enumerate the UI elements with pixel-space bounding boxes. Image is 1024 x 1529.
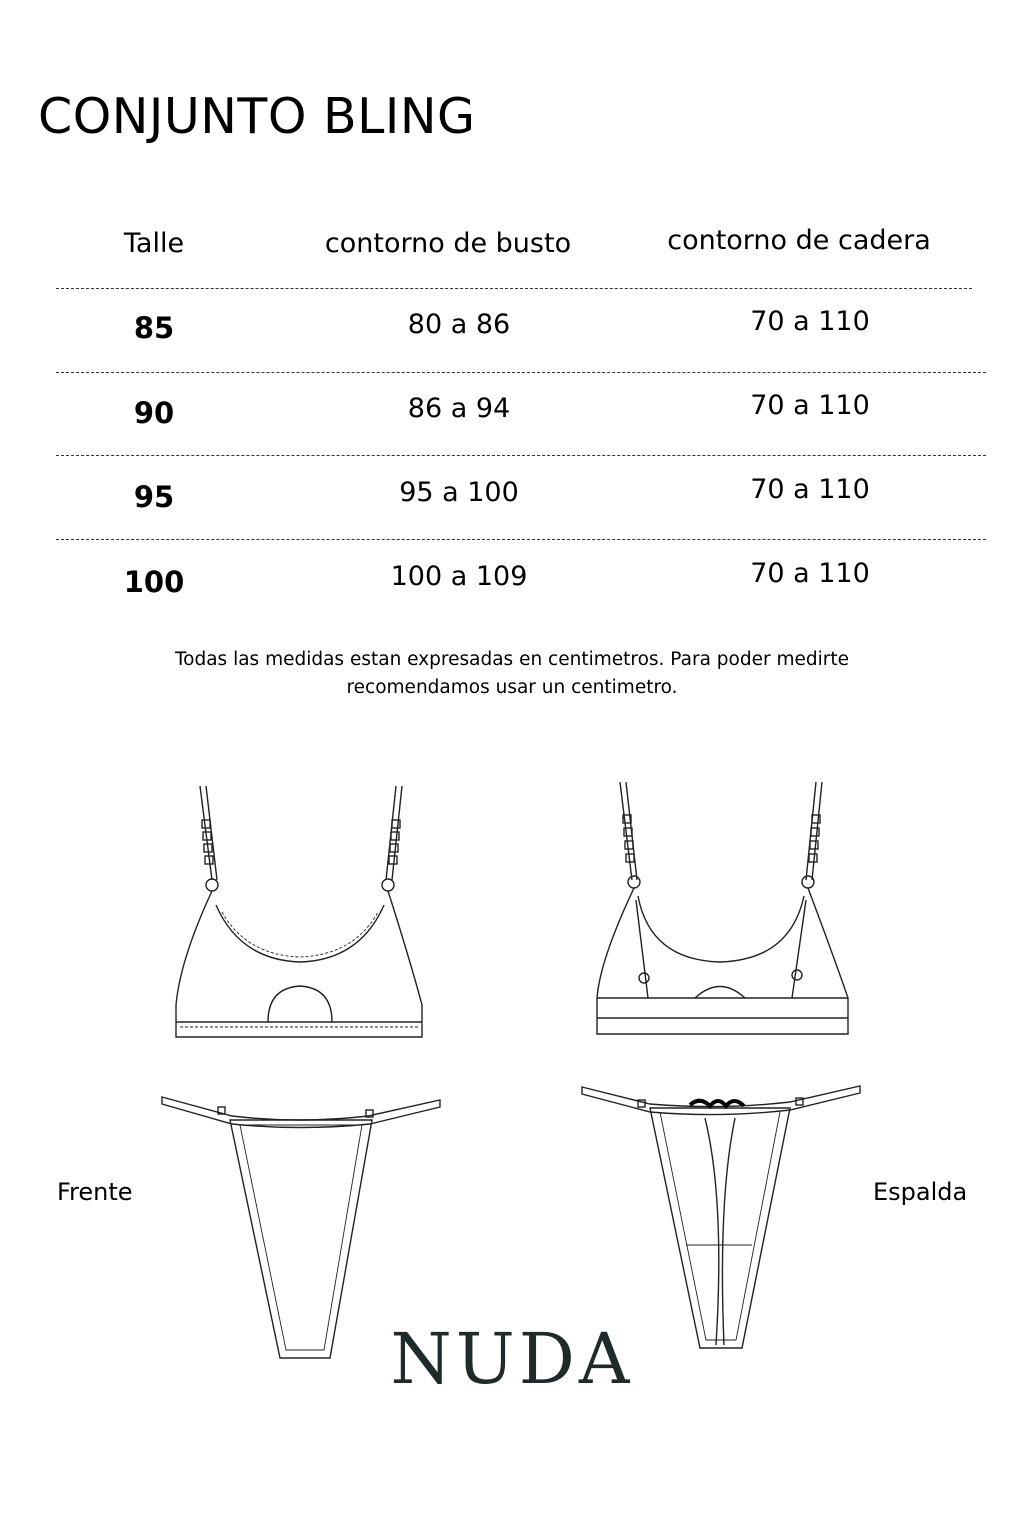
logo-charm-icon <box>690 1101 744 1106</box>
hip-cell: 70 a 110 <box>750 390 870 421</box>
hip-cell: 70 a 110 <box>750 306 870 337</box>
header-talle: Talle <box>123 228 185 259</box>
size-cell: 100 <box>123 565 185 599</box>
bust-cell: 95 a 100 <box>399 477 519 508</box>
header-cadera: contorno de cadera <box>667 225 931 256</box>
back-bottom-drawing <box>582 1086 860 1348</box>
size-cell: 95 <box>133 480 175 514</box>
bust-cell: 86 a 94 <box>407 393 511 424</box>
brand-logo: NUDA <box>390 1318 634 1400</box>
size-cell: 85 <box>133 311 175 345</box>
back-top-drawing <box>597 782 848 1034</box>
header-busto: contorno de busto <box>324 228 572 259</box>
back-label: Espalda <box>873 1178 968 1206</box>
note-line-1: Todas las medidas estan expresadas en centimetros. Para poder medirte <box>175 649 849 670</box>
front-top-drawing <box>176 786 422 1037</box>
hip-cell: 70 a 110 <box>750 558 870 589</box>
size-cell: 90 <box>133 396 175 430</box>
bust-cell: 80 a 86 <box>407 309 511 340</box>
front-label: Frente <box>57 1178 133 1206</box>
bust-cell: 100 a 109 <box>390 561 528 592</box>
page-title: CONJUNTO BLING <box>38 88 476 145</box>
note-line-2: recomendamos usar un centimetro. <box>346 677 678 698</box>
hip-cell: 70 a 110 <box>750 474 870 505</box>
